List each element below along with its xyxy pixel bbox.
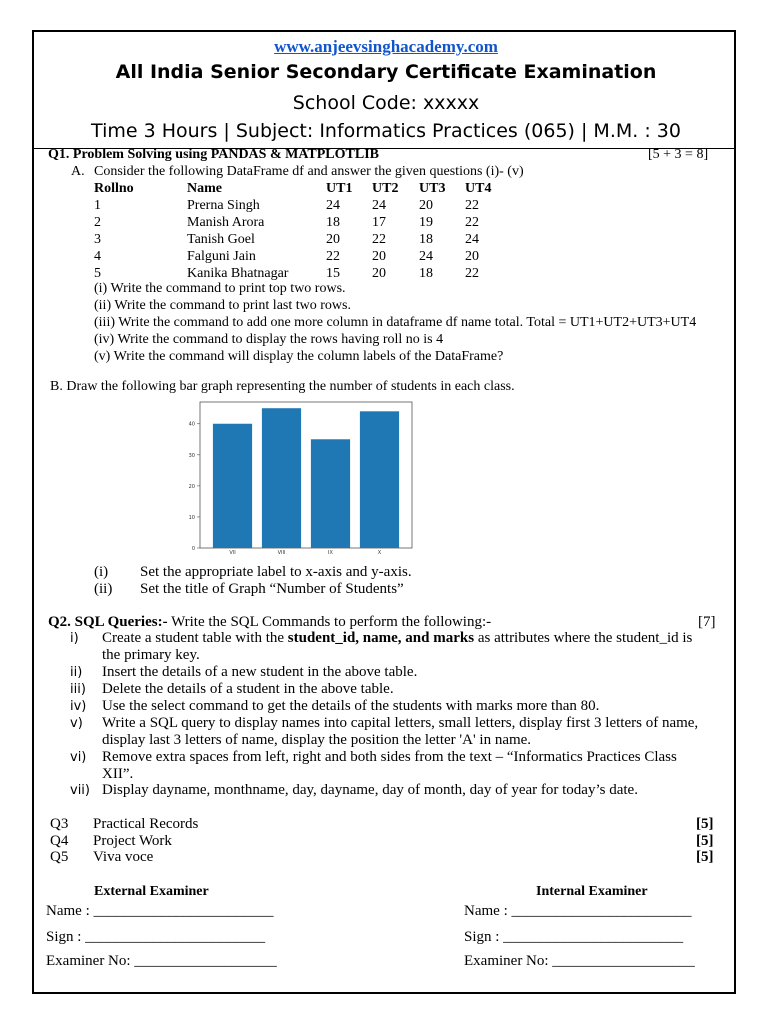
table-cell: 1: [94, 197, 101, 213]
table-row: [94, 265, 511, 282]
q5-num: Q5: [50, 849, 69, 865]
y-tick-label: 40: [188, 421, 195, 428]
table-row: [94, 197, 511, 214]
table-header: UT4: [465, 180, 492, 196]
q5-text: Viva voce: [93, 849, 154, 865]
q1-question: (i) Write the command to print top two rows.: [94, 281, 346, 296]
q2-item: Write a SQL query to display names into capital letters, small letters, display first 3 letters of name,: [102, 715, 699, 731]
q2-item-bold: student_id, name, and marks: [287, 630, 475, 646]
internal-sign-field[interactable]: Sign : ________________________: [464, 929, 684, 945]
q1-partB-item: Set the appropriate label to x-axis and y-axis.: [140, 564, 412, 580]
bar-VII: [213, 424, 252, 548]
x-tick-label: X: [377, 550, 382, 556]
table-cell: 3: [94, 231, 101, 247]
table-cell: Manish Arora: [187, 214, 265, 230]
q2-item: Remove extra spaces from left, right and both sides from the text – “Informatics Practices Class: [102, 749, 677, 765]
q2-item: Delete the details of a student in the above table.: [102, 681, 394, 697]
table-cell: Kanika Bhatnagar: [187, 265, 289, 281]
table-cell: 20: [372, 248, 386, 264]
internal-examiner-no-field[interactable]: Examiner No: ___________________: [464, 953, 695, 969]
q2-marks: [7]: [698, 614, 716, 630]
internal-examiner-title: Internal Examiner: [536, 884, 648, 899]
q1-partA-text: Consider the following DataFrame df and answer the given questions (i)- (v): [94, 164, 524, 179]
y-tick-label: 20: [188, 483, 195, 490]
exam-title: All India Senior Secondary Certificate Examination: [115, 61, 657, 83]
q4-text: Project Work: [93, 833, 172, 849]
table-header: UT2: [372, 180, 399, 196]
internal-name-field[interactable]: Name : ________________________: [464, 903, 692, 919]
bar-IX: [311, 439, 350, 548]
q1-marks: [5 + 3 = 8]: [648, 147, 709, 162]
exam-paper: [32, 30, 736, 994]
table-header: UT1: [326, 180, 353, 196]
q2-item-num: iii): [70, 682, 86, 697]
q2-item: Display dayname, monthname, day, dayname, day of month, day of year for today’s date.: [102, 782, 638, 798]
table-cell: 20: [419, 197, 433, 213]
table-cell: 18: [419, 265, 433, 281]
external-examiner-title: External Examiner: [94, 884, 209, 899]
q1-partB-text: B. Draw the following bar graph representing the number of students in each class.: [50, 379, 515, 394]
y-tick-label: 30: [188, 452, 195, 459]
table-header: Rollno: [94, 180, 134, 196]
q2-item-num: ii): [70, 665, 83, 680]
q2-item-num: vi): [70, 750, 87, 765]
table-header: Name: [187, 180, 222, 196]
x-tick-label: VIII: [277, 550, 286, 556]
table-cell: 20: [372, 265, 386, 281]
table-cell: 22: [465, 265, 479, 281]
table-cell: 17: [372, 214, 386, 230]
q3-num: Q3: [50, 816, 69, 832]
table-cell: 20: [465, 248, 479, 264]
external-name-field[interactable]: Name : ________________________: [46, 903, 274, 919]
table-cell: 24: [372, 197, 386, 213]
q2-title-bold: Q2. SQL Queries:-: [48, 614, 168, 630]
q1-partA-label: A.: [71, 164, 85, 179]
q2-item-num: iv): [70, 699, 87, 714]
table-row: [94, 214, 511, 231]
q2-item-num: i): [70, 631, 79, 646]
exam-details: Time 3 Hours | Subject: Informatics Practices (065) | M.M. : 30: [91, 120, 681, 142]
table-cell: 22: [372, 231, 386, 247]
external-examiner-no-field[interactable]: Examiner No: ___________________: [46, 953, 277, 969]
table-row: [94, 231, 511, 248]
q4-num: Q4: [50, 833, 69, 849]
q2-item-text: as attributes where the student_id is: [474, 630, 693, 646]
q3-marks: [5]: [696, 816, 714, 832]
table-cell: 18: [419, 231, 433, 247]
q2-item-num: vii): [70, 783, 90, 798]
q1-partB-item: Set the title of Graph “Number of Students”: [140, 581, 404, 597]
table-cell: 19: [419, 214, 433, 230]
x-tick-label: VII: [229, 550, 236, 556]
q2-item-line2: XII”.: [102, 766, 134, 782]
table-header: UT3: [419, 180, 446, 196]
q2-title-rest: Write the SQL Commands to perform the following:-: [167, 614, 492, 630]
q5-marks: [5]: [696, 849, 714, 865]
website-link[interactable]: www.anjeevsinghacademy.com: [274, 37, 498, 56]
table-cell: 15: [326, 265, 340, 281]
y-tick-label: 10: [188, 514, 195, 521]
table-cell: 24: [419, 248, 433, 264]
table-cell: 4: [94, 248, 101, 264]
table-cell: 22: [465, 214, 479, 230]
q2-item-num: v): [70, 716, 83, 731]
table-cell: 18: [326, 214, 340, 230]
table-cell: Tanish Goel: [187, 231, 255, 247]
dataframe-table: [94, 180, 511, 282]
table-cell: 22: [465, 197, 479, 213]
q2-item: [102, 630, 692, 647]
students-bar-chart: [180, 400, 420, 558]
q1-question: (v) Write the command will display the column labels of the DataFrame?: [94, 349, 504, 364]
x-tick-label: IX: [328, 550, 333, 556]
table-cell: 20: [326, 231, 340, 247]
table-cell: Prerna Singh: [187, 197, 260, 213]
bar-VIII: [262, 408, 301, 548]
q2-item-line2: display last 3 letters of name, display the position the letter 'A' in name.: [102, 732, 532, 748]
table-row: [94, 248, 511, 265]
q1-question: (iv) Write the command to display the rows having roll no is 4: [94, 332, 444, 347]
table-cell: 5: [94, 265, 101, 281]
q4-marks: [5]: [696, 833, 714, 849]
table-cell: 2: [94, 214, 101, 230]
school-code: School Code: xxxxx: [292, 92, 480, 114]
y-tick-label: 0: [191, 546, 195, 552]
table-cell: Falguni Jain: [187, 248, 256, 264]
table-header-row: [94, 180, 511, 197]
bar-X: [360, 411, 399, 548]
q2-item-text: Create a student table with the: [102, 630, 288, 646]
table-cell: 24: [465, 231, 479, 247]
q3-text: Practical Records: [93, 816, 199, 832]
external-sign-field[interactable]: Sign : ________________________: [46, 929, 266, 945]
table-cell: 24: [326, 197, 340, 213]
q2-item-line2: the primary key.: [102, 647, 200, 663]
q2-title: [48, 614, 491, 631]
q1-title: Q1. Problem Solving using PANDAS & MATPLOTLIB: [48, 147, 379, 162]
q2-item: Use the select command to get the details of the students with marks more than 80.: [102, 698, 600, 714]
q2-item: Insert the details of a new student in the above table.: [102, 664, 418, 680]
q1-question: (ii) Write the command to print last two rows.: [94, 298, 351, 313]
q1-partB-num: (i): [94, 564, 109, 580]
table-cell: 22: [326, 248, 340, 264]
q1-question: (iii) Write the command to add one more column in dataframe df name total. Total = UT1+UT2+UT3+UT4: [94, 315, 697, 330]
q1-partB-num: (ii): [94, 581, 113, 597]
